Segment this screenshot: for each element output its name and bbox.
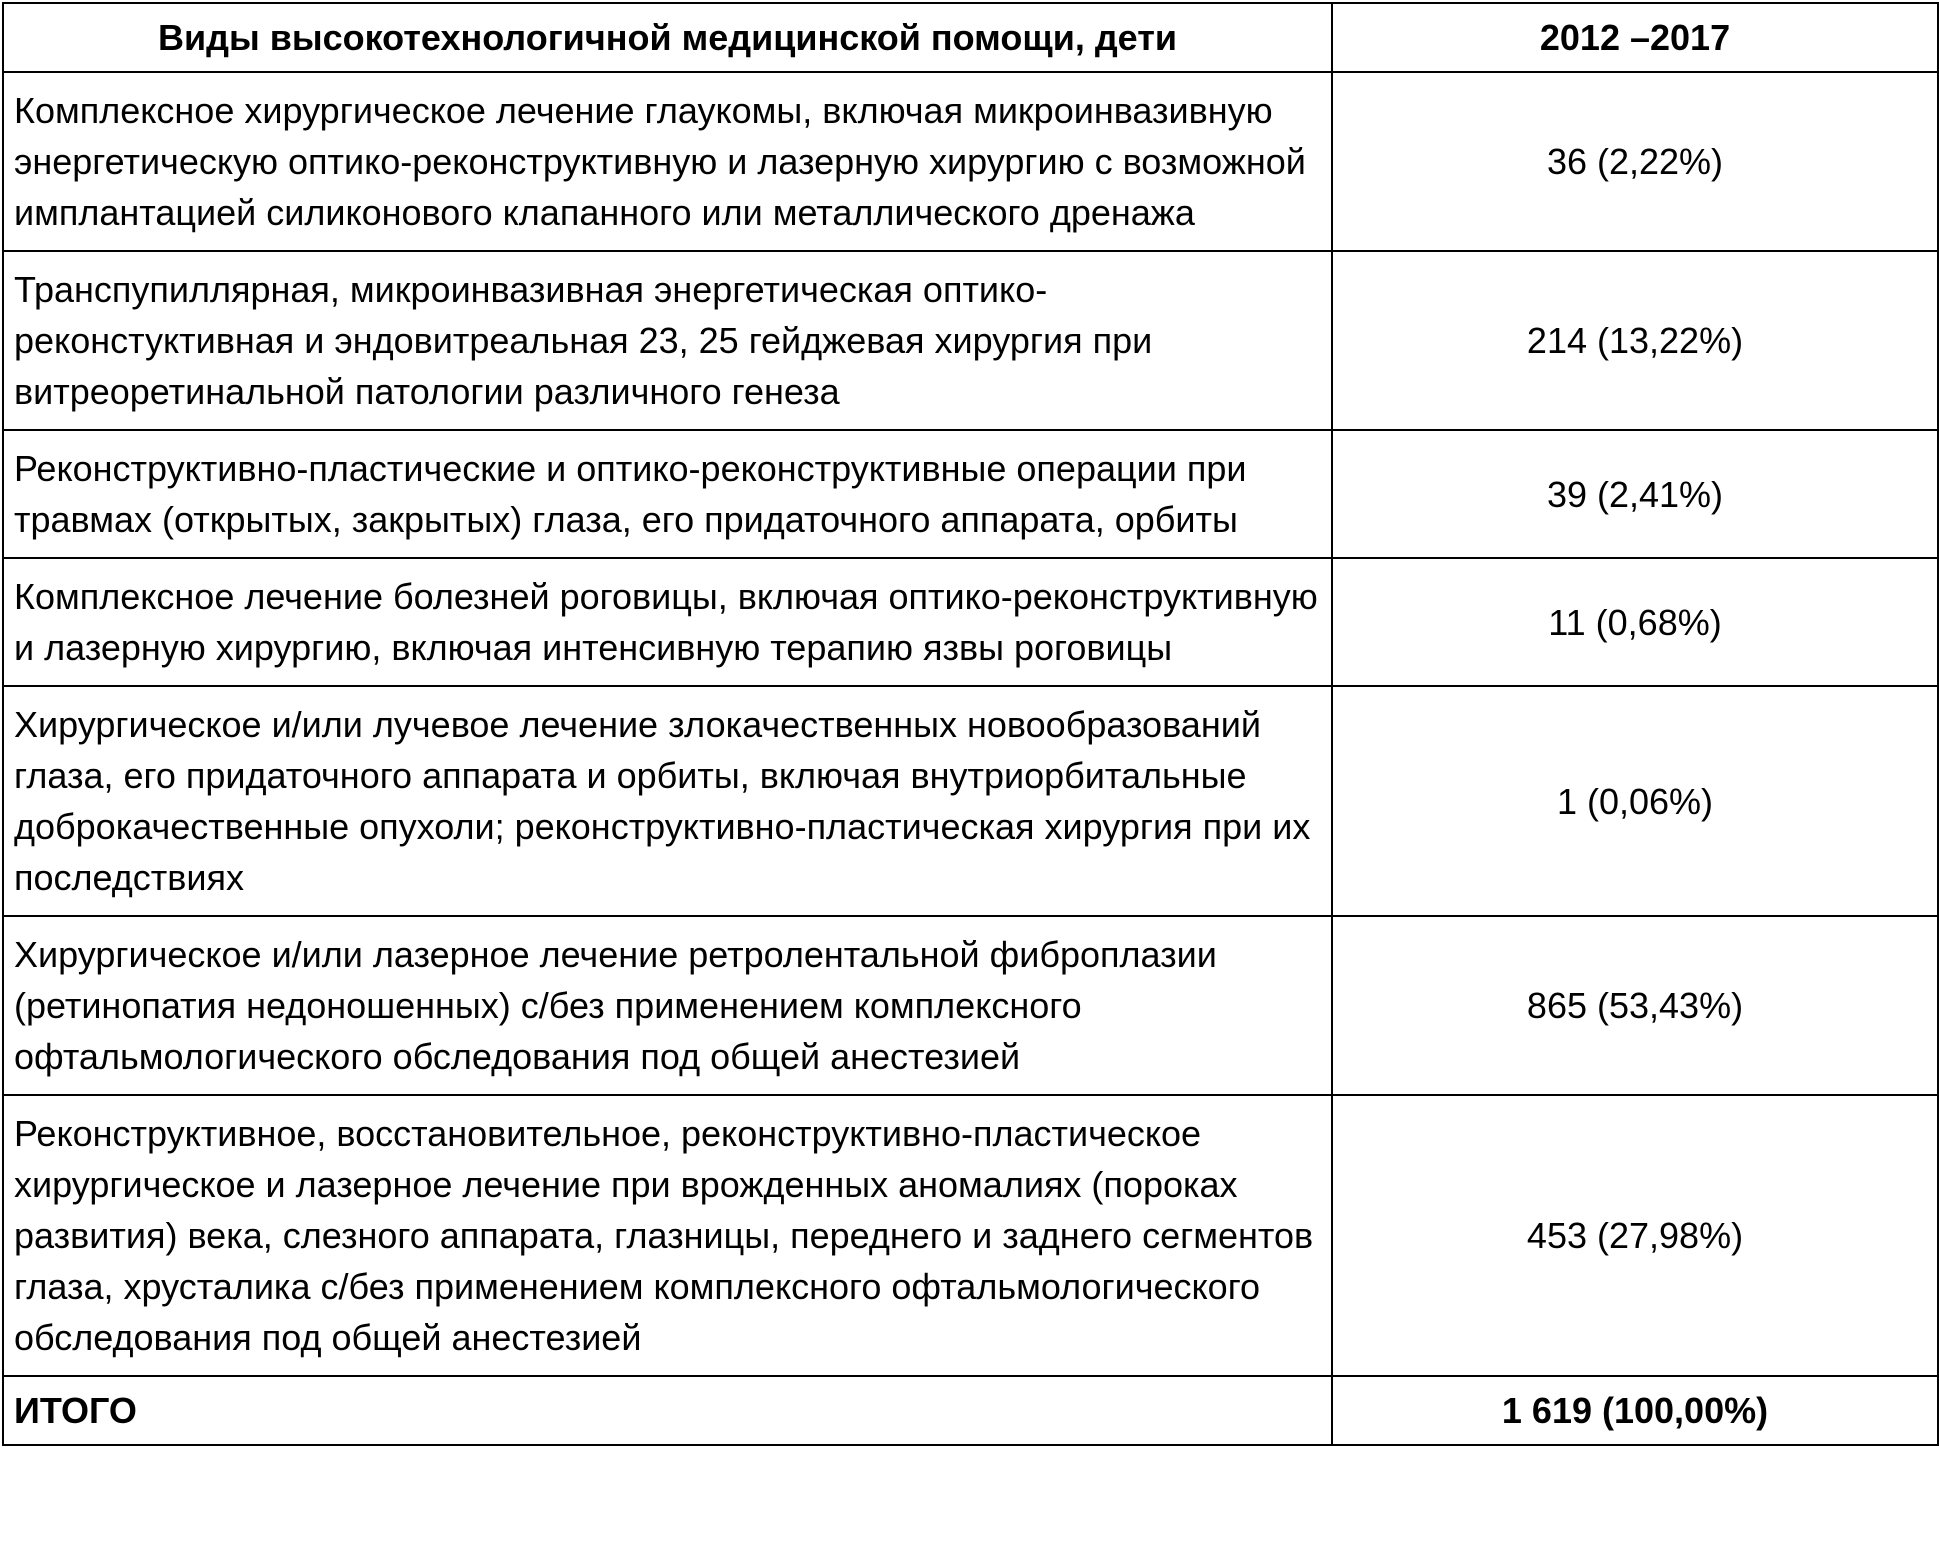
row-value: 214 (13,22%) [1332, 251, 1938, 430]
table-row [3, 72, 1938, 251]
row-value: 39 (2,41%) [1332, 430, 1938, 558]
row-value: 865 (53,43%) [1332, 916, 1938, 1095]
table-row [3, 558, 1938, 686]
row-value: 36 (2,22%) [1332, 72, 1938, 251]
table-row [3, 686, 1938, 916]
total-row [3, 1376, 1938, 1445]
header-period: 2012 –2017 [1332, 3, 1938, 72]
row-description: Комплексное хирургическое лечение глаукомы, включая микроинвазивную энергетическую оптико-реконструктивную и лазерную хирургию с возможной имплантацией силиконового клапанного или металлического дренажа [3, 72, 1332, 251]
table-header-row [3, 3, 1938, 72]
row-description: Транспупиллярная, микроинвазивная энергетическая оптико-реконстуктивная и эндовитреальная 23, 25 гейджевая хирургия при витреоретинальной патологии различного генеза [3, 251, 1332, 430]
row-value: 453 (27,98%) [1332, 1095, 1938, 1376]
table-row [3, 430, 1938, 558]
row-value: 1 (0,06%) [1332, 686, 1938, 916]
row-description: Комплексное лечение болезней роговицы, включая оптико-реконструктивную и лазерную хирургию, включая интенсивную терапию язвы роговицы [3, 558, 1332, 686]
table-row [3, 916, 1938, 1095]
total-label: ИТОГО [3, 1376, 1332, 1445]
row-value: 11 (0,68%) [1332, 558, 1938, 686]
row-description: Хирургическое и/или лучевое лечение злокачественных новообразований глаза, его придаточного аппарата и орбиты, включая внутриорбитальные доброкачественные опухоли; реконструктивно-пластическая хирургия при их последствиях [3, 686, 1332, 916]
row-description: Реконструктивное, восстановительное, реконструктивно-пластическое хирургическое и лазерное лечение при врожденных аномалиях (пороках развития) века, слезного аппарата, глазницы, переднего и заднего сегментов глаза, хрусталика с/без применением комплексного офтальмологического обследования под общей анестезией [3, 1095, 1332, 1376]
row-description: Реконструктивно-пластические и оптико-реконструктивные операции при травмах (открытых, закрытых) глаза, его придаточного аппарата, орбиты [3, 430, 1332, 558]
row-description: Хирургическое и/или лазерное лечение ретролентальной фиброплазии (ретинопатия недоношенных) с/без применением комплексного офтальмологического обследования под общей анестезией [3, 916, 1332, 1095]
total-value: 1 619 (100,00%) [1332, 1376, 1938, 1445]
table-row [3, 1095, 1938, 1376]
hitech-care-table [2, 2, 1939, 1446]
table-row [3, 251, 1938, 430]
header-care-type: Виды высокотехнологичной медицинской помощи, дети [3, 3, 1332, 72]
